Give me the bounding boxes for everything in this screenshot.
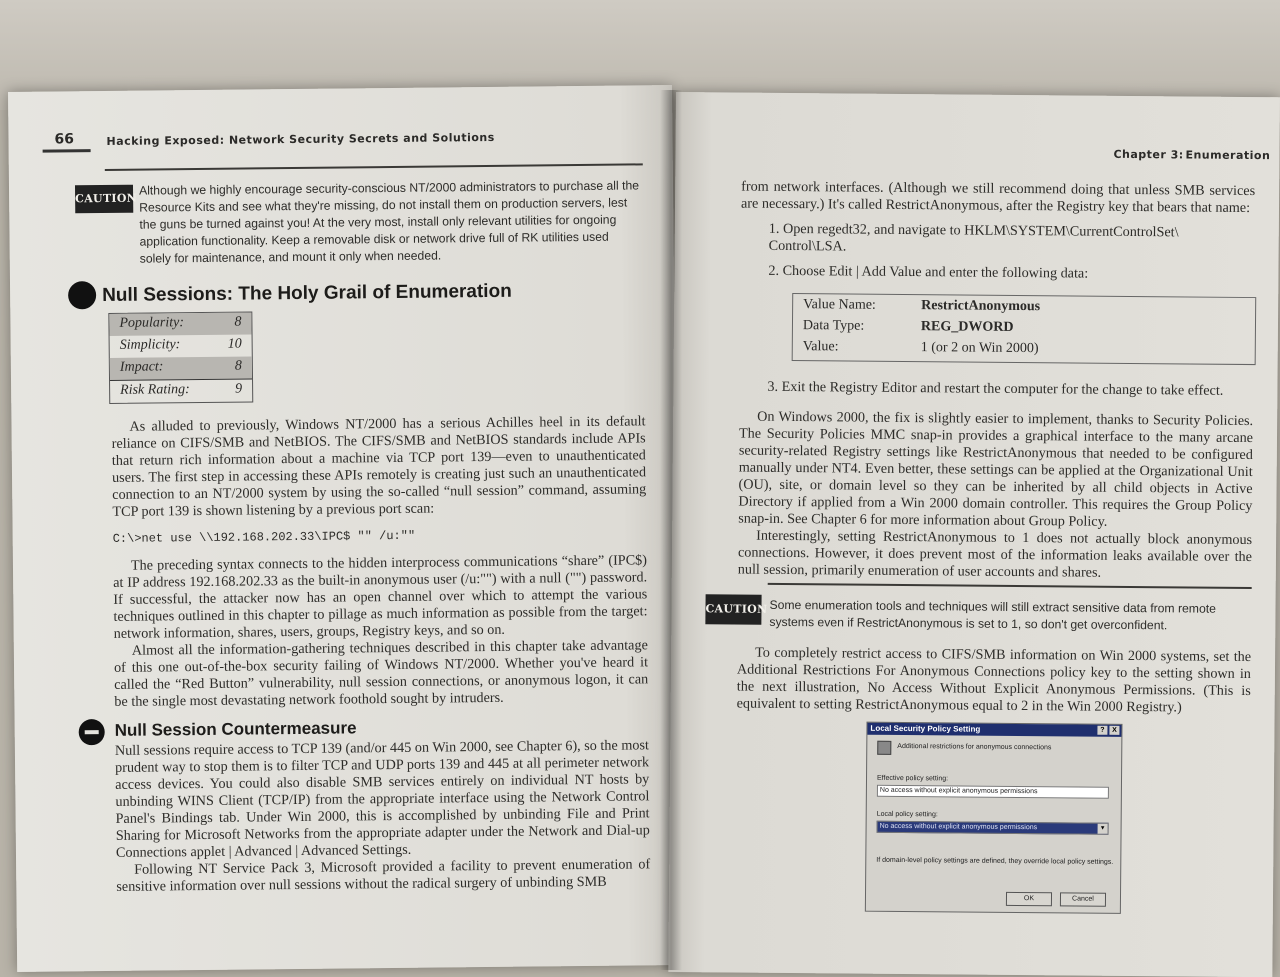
- close-button[interactable]: X: [1109, 726, 1119, 735]
- header-rule: [105, 163, 643, 170]
- right-page: [668, 92, 1280, 977]
- risk-rating-table: [108, 311, 253, 404]
- domain-note: If domain-level policy settings are defined, they override local policy settings.: [876, 856, 1114, 866]
- body-text-block: [741, 179, 1255, 217]
- table-row: Value: 1 (or 2 on Win 2000): [802, 339, 1039, 357]
- paragraph: To completely restrict access to CIFS/SMB information on Win 2000 systems, set the Additional Restrictions For Anonymous Connections policy key to the setting shown in the next illustration, No Access Without Explicit Anonymous Permissions. (This is equivalent to setting RestrictAnonymous equal to 2 in the Win 2000 Registry.): [736, 644, 1252, 716]
- countermeasure-heading: Null Session Countermeasure: [114, 718, 357, 740]
- left-page: [8, 85, 681, 972]
- body-text-block: [738, 409, 1253, 583]
- paragraph: The preceding syntax connects to the hidden interprocess communications “share” (IPC$) at IP address 192.168.202.33 as the built-in anonymous user (/u:"") with a null ("") password. If successful, the attacker now has an open channel over which to attempt the various techniques outlined in this chapter to pillage as much information as possible from the target: network information, shares, users, groups, Registry keys, and so on.: [113, 552, 648, 642]
- paragraph: As alluded to previously, Windows NT/2000 has a serious Achilles heel in its default reliance on CIFS/SMB and NetBIOS. The CIFS/SMB and NetBIOS standards include APIs that return rich information about a machine via TCP port 139—even to unauthenticated users. The first step in accessing these APIs remotely is creating just such an unauthenticated connection to an NT/2000 system by using the so-called “null session” command, assuming TCP port 139 is shown listening by a previous port scan:: [111, 413, 647, 520]
- help-button[interactable]: ?: [1097, 726, 1107, 735]
- caution-text: Some enumeration tools and techniques will still extract sensitive data from remote systems even if RestrictAnonymous is set to 1, so don't get overconfident.: [769, 597, 1216, 633]
- caution-label: CAUTION: [705, 594, 761, 624]
- paragraph: Following NT Service Pack 3, Microsoft provided a facility to prevent enumeration of sensitive information over null sessions without the radical surgery of unbinding SMB: [116, 856, 651, 895]
- effective-setting-label: Effective policy setting:: [876, 774, 949, 783]
- dialog-title: Local Security Policy Setting: [870, 723, 981, 734]
- caution-rule: [768, 583, 1252, 589]
- risk-row: Risk Rating: 9: [110, 378, 252, 402]
- page-number: 66: [54, 131, 75, 148]
- risk-row: Popularity: 8: [109, 312, 251, 335]
- step-item: 1. Open regedt32, and navigate to HKLM\SYSTEM\CurrentControlSet\ Control\LSA.: [768, 220, 1179, 255]
- body-text-block: [737, 645, 1252, 717]
- table-row: Data Type: REG_DWORD: [802, 318, 1014, 335]
- page-number-bar: [43, 149, 91, 153]
- command-line: C:\>net use \\192.168.202.33\IPC$ "" /u:"": [112, 528, 416, 546]
- bomb-icon: [68, 281, 96, 309]
- local-security-policy-dialog: [865, 722, 1123, 914]
- local-setting-label: Local policy setting:: [876, 810, 938, 819]
- cancel-button[interactable]: Cancel: [1060, 892, 1106, 906]
- step-list: [767, 379, 1253, 400]
- chapter-label: Chapter 3:: [1113, 147, 1184, 162]
- step-item: 2. Choose Edit | Add Value and enter the following data:: [768, 262, 1089, 282]
- chapter-title: Enumeration: [1185, 148, 1271, 163]
- paragraph: Null sessions require access to TCP 139 (and/or 445 on Win 2000, see Chapter 6), so the most prudent way to stop them is to filter TCP and UDP ports 139 and 445 at all perimeter network access devices. You could also disable SMB services entirely on individual NT hosts by unbinding WINS Client (TCP/IP) from the appropriate interface using the Network Control Panel's Bindings tab. Under Win 2000, this is accomplished by unbinding File and Print Sharing for Microsoft Networks from the appropriate adapter under the Network and Dial-up Connections applet | Advanced | Advanced Settings.: [114, 737, 650, 861]
- book-spine-shadow: [660, 90, 682, 970]
- chevron-down-icon[interactable]: ▾: [1098, 824, 1108, 834]
- policy-name: Additional restrictions for anonymous connections: [897, 742, 1052, 752]
- step-list: [768, 221, 1254, 284]
- countermeasure-icon: [79, 719, 105, 745]
- caution-label: CAUTION: [75, 185, 133, 214]
- body-text-block: [111, 413, 648, 711]
- paragraph: from network interfaces. (Although we still recommend doing that unless SMB services are necessary.) It's called RestrictAnonymous, after the Registry key that bears that name:: [740, 178, 1256, 217]
- dialog-title-bar: [867, 723, 1121, 737]
- table-row: Value Name: RestrictAnonymous: [803, 297, 1041, 315]
- local-setting-dropdown[interactable]: No access without explicit anonymous permissions ▾: [877, 821, 1109, 835]
- risk-row: Simplicity: 10: [119, 336, 242, 353]
- risk-row: Impact: 8: [110, 356, 252, 379]
- step-item: 3. Exit the Registry Editor and restart the computer for the change to take effect.: [767, 378, 1224, 399]
- paragraph: Interestingly, setting RestrictAnonymous to 1 does not actually block anonymous connections. However, it does prevent most of the information leaks available over the null session, primarily enumeration of user accounts and shares.: [737, 527, 1253, 581]
- running-head: Hacking Exposed: Network Security Secrets and Solutions: [106, 130, 495, 148]
- caution-text: Although we highly encourage security-conscious NT/2000 administrators to purchase all the Resource Kits and see what they're missing, do not install them on production servers, lest the guns be turned against you! At the very most, install only relevant utilities for ongoing application functionality. Keep a removable disk or network drive full of RK utilities used solely for maintenance, and mount it only when needed.: [138, 178, 640, 266]
- paragraph: On Windows 2000, the fix is slightly easier to implement, thanks to Security Policies. The Security Policies MMC snap-in provides a graphical interface to the many arcane security-related Registry settings like RestrictAnonymous that needed to be configured manually under NT4. Even better, these settings can be applied at the Organizational Unit (OU), site, or domain level so they can be inherited by all child objects in Active Directory if applied from a Win 2000 domain controller. This requires the Group Policy snap-in. See Chapter 6 for more information about Group Policy.: [738, 408, 1254, 530]
- attack-heading: Null Sessions: The Holy Grail of Enumeration: [102, 280, 512, 307]
- paragraph: Almost all the information-gathering techniques described in this chapter take advantage of this one out-of-the-box security failing of Windows NT/2000. Whether you've heard it called the “Red Button” vulnerability, null session connections, or anonymous logon, it can be the single most devastating network foothold sought by intruders.: [113, 637, 649, 710]
- registry-value-table: [792, 293, 1257, 365]
- body-text-block: [115, 737, 651, 896]
- policy-icon: [877, 741, 891, 755]
- ok-button[interactable]: OK: [1006, 892, 1052, 906]
- effective-setting-field: No access without explicit anonymous permissions: [877, 785, 1109, 799]
